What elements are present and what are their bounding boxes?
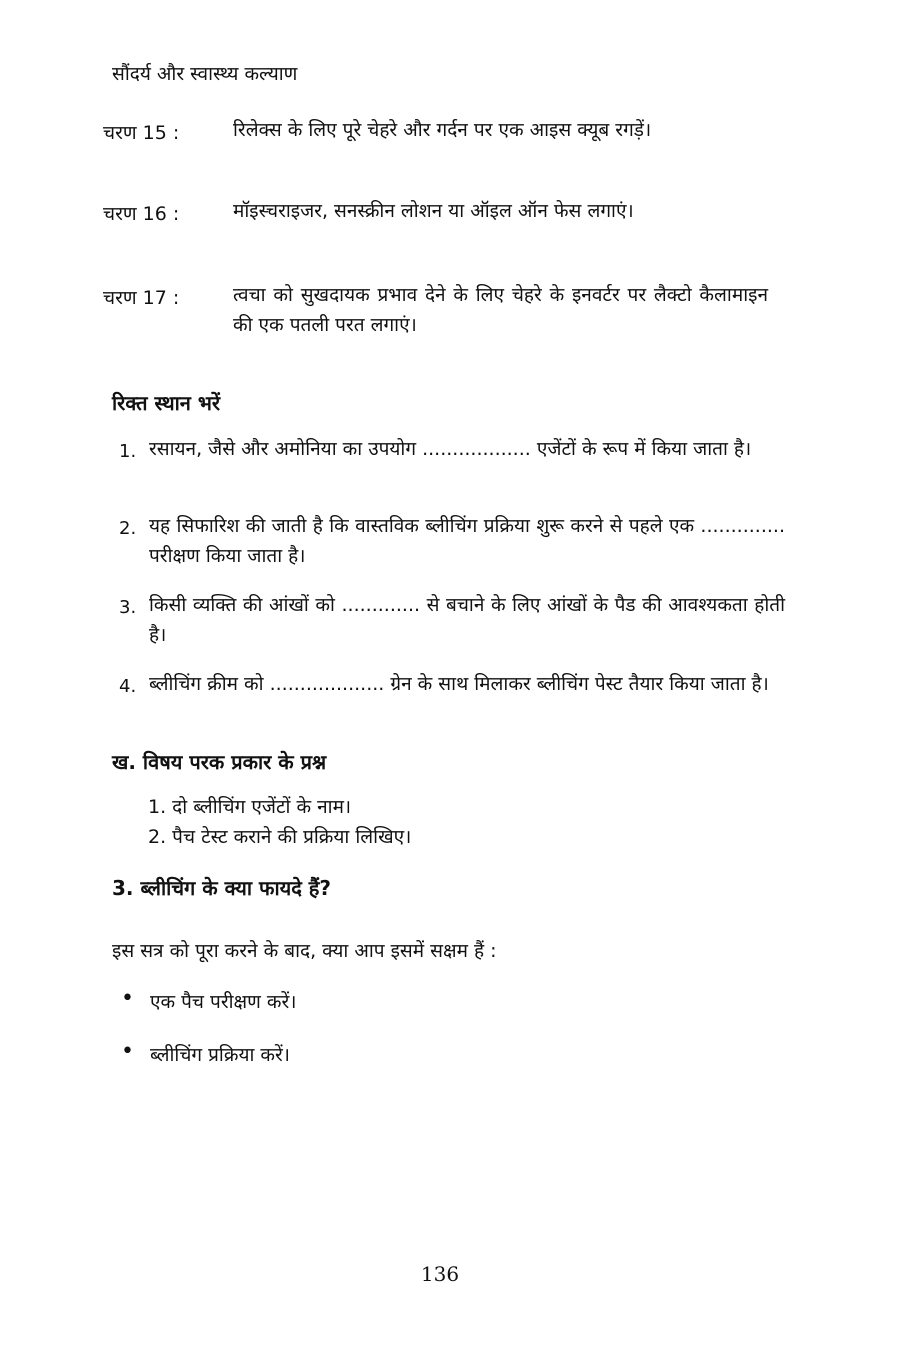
fill-blanks-heading: रिक्त स्थान भरें (112, 391, 221, 415)
step-label: चरण 16 : (103, 203, 180, 225)
subjective-heading: ख. विषय परक प्रकार के प्रश्न (112, 750, 327, 774)
subjective-question: 1. दो ब्लीचिंग एजेंटों के नाम। (148, 796, 352, 818)
question-heading: 3. ब्लीचिंग के क्या फायदे हैं? (112, 876, 332, 900)
checklist-item: ब्लीचिंग प्रक्रिया करें। (150, 1044, 290, 1066)
step-label: चरण 15 : (103, 122, 180, 144)
item-number: 3. (119, 597, 137, 618)
bullet: • (121, 986, 134, 1011)
step-text: त्वचा को सुखदायक प्रभाव देने के लिए चेहरे के इनवर्टर पर लैक्टो कैलामाइन की एक पतली परत लगाएं। (233, 284, 768, 336)
item-number: 2. (119, 518, 137, 539)
step-text: रिलेक्स के लिए पूरे चेहरे और गर्दन पर एक आइस क्यूब रगड़ें। (233, 119, 652, 141)
fill-blank-item: रसायन, जैसे और अमोनिया का उपयोग .................. एजेंटों के रूप में किया जाता है। (149, 438, 752, 460)
item-number: 1. (119, 441, 137, 462)
checklist-intro: इस सत्र को पूरा करने के बाद, क्या आप इसमें सक्षम हैं : (112, 940, 497, 962)
subjective-question: 2. पैच टेस्ट कराने की प्रक्रिया लिखिए। (148, 826, 412, 848)
fill-blank-item: यह सिफारिश की जाती है कि वास्तविक ब्लीचिंग प्रक्रिया शुरू करने से पहले एक .............. परीक्षण किया जाता है। (149, 515, 785, 567)
running-head: सौंदर्य और स्वास्थ्य कल्याण (112, 63, 298, 85)
item-number: 4. (119, 676, 137, 697)
page-number: 136 (420, 1262, 460, 1286)
step-label: चरण 17 : (103, 287, 180, 309)
fill-blank-item: किसी व्यक्ति की आंखों को ............. से बचाने के लिए आंखों के पैड की आवश्यकता होती है। (149, 594, 785, 646)
step-text: मॉइस्चराइजर, सनस्क्रीन लोशन या ऑइल ऑन फेस लगाएं। (233, 200, 634, 222)
fill-blank-item: ब्लीचिंग क्रीम को ................... ग्रेन के साथ मिलाकर ब्लीचिंग पेस्ट तैयार किया जाता है। (149, 673, 769, 695)
checklist-item: एक पैच परीक्षण करें। (150, 991, 297, 1013)
bullet: • (121, 1039, 134, 1064)
